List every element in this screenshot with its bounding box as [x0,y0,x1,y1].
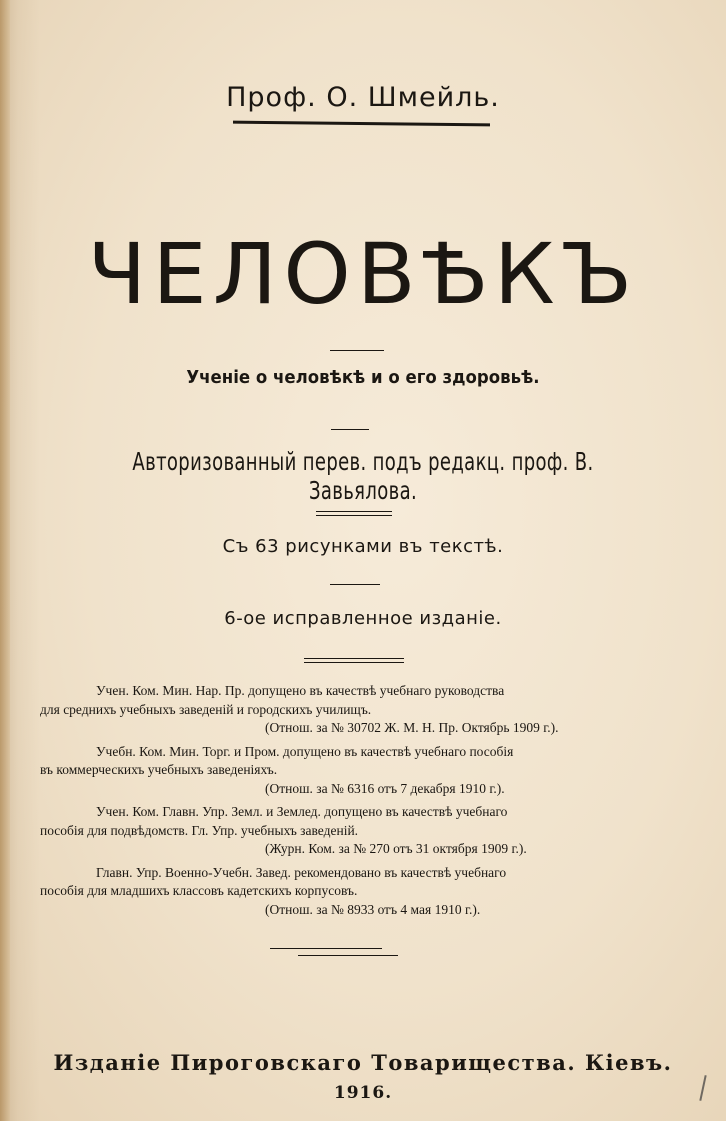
double-rule-bottom [316,515,392,516]
author-name: Проф. О. Шмейль. [226,82,500,113]
illustrations-note: Съ 63 рисунками въ текстѣ. [222,536,504,557]
approval-reference: (Отнош. за № 30702 Ж. М. Н. Пр. Октябрь 1909 г.). [265,720,559,735]
divider-rule [330,584,380,585]
approval-line: Учен. Ком. Мин. Нар. Пр. допущено въ качествѣ учебнаго руководства [96,683,505,698]
approval-line: Главн. Упр. Военно-Учебн. Завед. рекомендовано въ качествѣ учебнаго [96,864,507,880]
approval-line: Учебн. Ком. Мин. Торг. и Пром. допущено въ качествѣ учебнаго пособія [96,743,514,759]
approval-line: въ коммерческихъ учебныхъ заведеніяхъ. [40,762,278,777]
edition-note: 6-ое исправленное изданіе. [224,608,502,629]
double-rule-top [316,511,392,512]
book-subtitle: Ученіе о человѣкѣ и о его здоровьѣ. [186,367,540,388]
publisher-imprint: Изданіе Пироговскаго Товарищества. Кіевъ. [53,1050,673,1075]
approval-entry [40,682,660,738]
approval-line: пособія для подвѣдомств. Гл. Упр. учебныхъ заведеній. [40,822,359,838]
double-rule-bottom [298,955,398,956]
approval-reference: (Журн. Ком. за № 270 отъ 31 октября 1909 г.). [265,841,527,856]
double-rule-top [270,948,382,949]
double-rule-top [304,658,404,659]
approvals-block [40,682,660,924]
double-rule-bottom [304,662,404,663]
approval-entry [40,803,660,859]
author-underline [233,121,490,127]
approval-line: для среднихъ учебныхъ заведеній и городскихъ училищъ. [40,701,372,717]
divider-rule [331,429,369,430]
approval-reference: (Отнош. за № 8933 отъ 4 мая 1910 г.). [265,901,481,917]
book-title: ЧЕЛОВѢКЪ [87,225,639,323]
approval-reference: (Отнош. за № 6316 отъ 7 декабря 1910 г.). [265,780,505,796]
publication-year: 1916. [333,1083,393,1103]
approval-line: Учен. Ком. Главн. Упр. Земл. и Землед. допущено въ качествѣ учебнаго [96,804,508,819]
approval-entry [40,864,660,920]
approval-entry [40,743,660,799]
divider-rule [330,350,384,351]
translation-credit: Авторизованный перев. подъ редакц. проф. В. Завьялова. [132,447,594,505]
approval-line: пособія для младшихъ классовъ кадетскихъ корпусовъ. [40,883,358,898]
book-spine-edge [0,0,10,1121]
